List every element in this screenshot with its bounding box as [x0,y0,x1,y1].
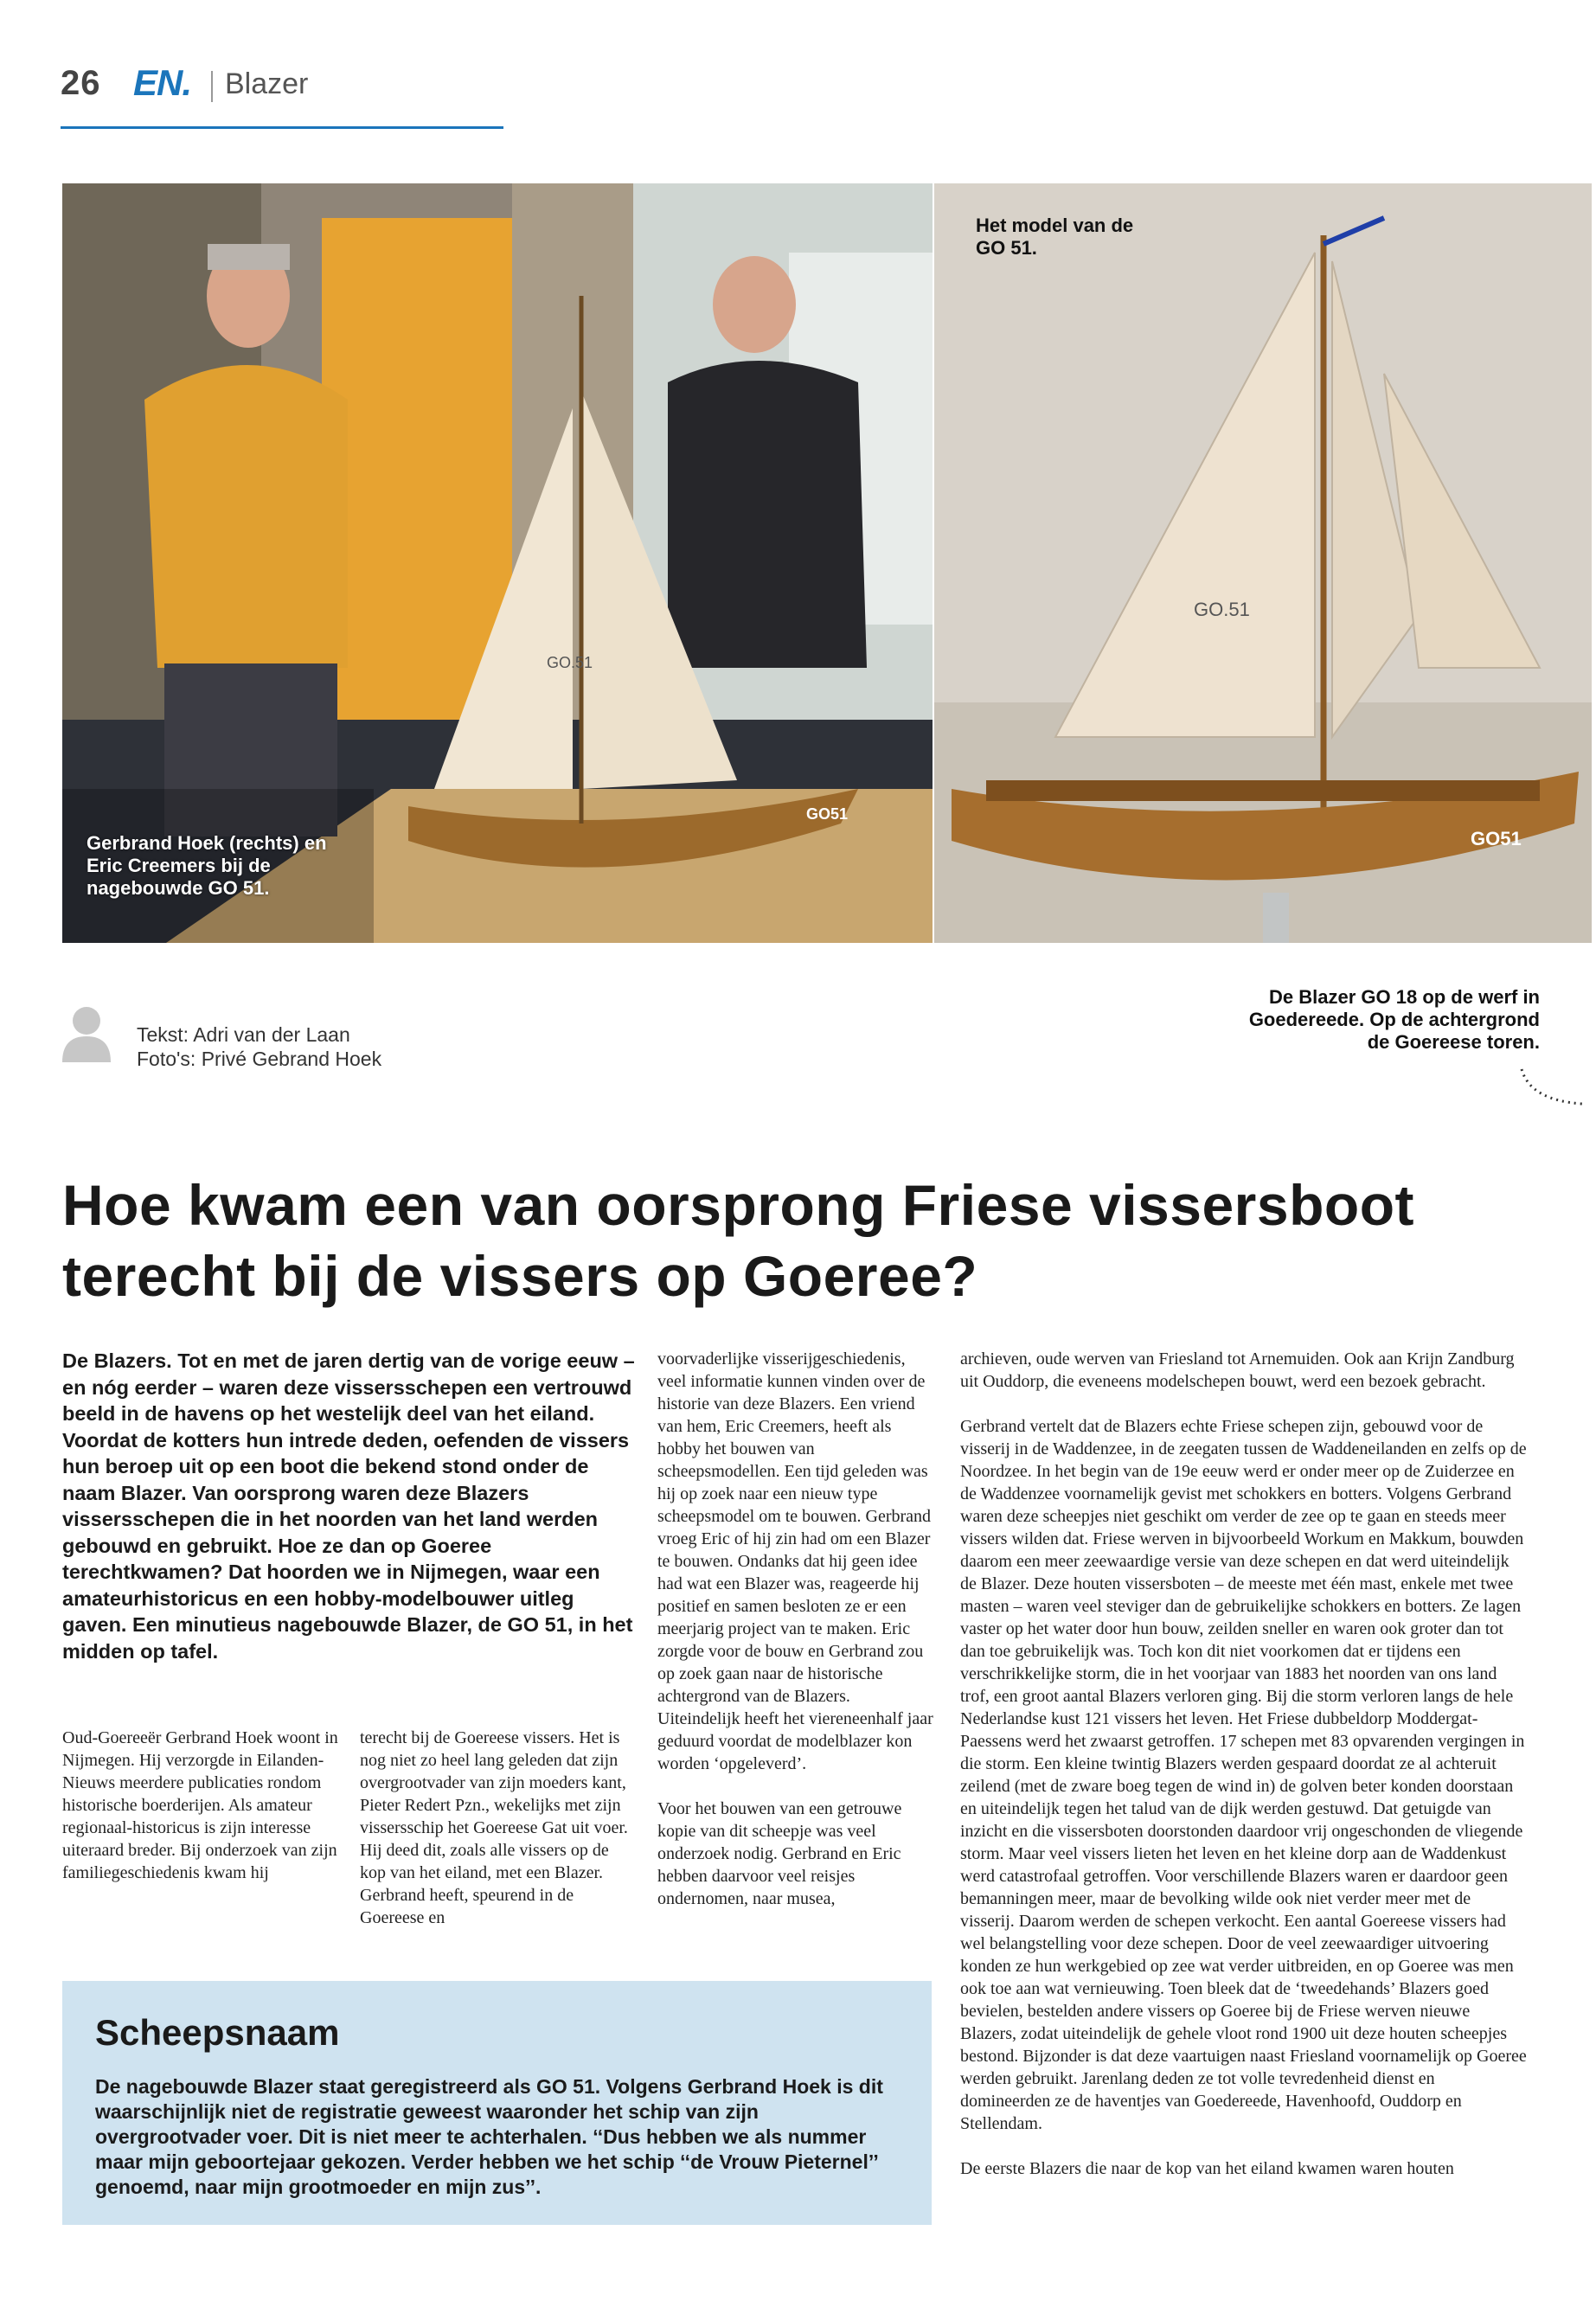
secondary-photo-caption: De Blazer GO 18 op de werf in Goedereede. Op de achtergrond de Goereese toren. [1248,986,1540,1053]
hull-label-right: GO51 [1471,828,1522,849]
body-paragraph: Gerbrand vertelt dat de Blazers echte Friese schepen zijn, gebouwd voor de visserij in de Waddenzee, in de zeegaten tussen de Waddeneilanden en zelfs op de Noordzee. In het begin van de 19e eeuw werd er onder meer op de Zuiderzee en de Waddenzee voornamelijk gevist met schokkers en botters. Volgens Gerbrand waren deze scheepjes niet geschikt om verder de zee op te gaan en steeds meer vissers wilden dat. Friese werven in bijvoorbeeld Workum en Makkum, bouwden daarom een meer zeewaardige versie van deze schepen en dat werd uiteindelijk de Blazer. Deze houten vissersboten – de meeste met één mast, enkele met twee masten – waren veel steviger dan de gebruikelijke schokkers en botters. Ze lagen vaster op het water door hun bouw, zeilden sneller en waren ook groter dan tot dan toe gebruikelijk was. Toch kon dit niet voorkomen dat er tijdens een verschrikkelijke storm, die in het voorjaar van 1883 het noorden van ons land trof, een groot aantal Blazers verloren ging. Bij die storm verloren langs de hele Nederlandse kust 121 vissers het leven. Het Friese dubbeldorp Moddergat-Paessens werd het zwaarst getroffen. 17 schepen met 83 opvarenden vergingen in die storm. Een kleine twintig Blazers werden gespaard doordat ze al achteruit zeilend (met de zware boeg tegen de wind in) de golven beter konden doorstaan en uiteindelijk tegen het talud van de dijk werden gestuwd. Dat getuigde van inzicht en die vissersboten doorstonden daardoor vrij ongeschonden de vliegende storm. Maar veel vissers lieten het leven en het kleine dorp aan de Waddenkust werd catastrofaal getroffen. Voor verschillende Blazers waren er daardoor geen bemanningen meer, maar de bevolking wilde ook niet verder meer met de visserij. Daarom werden de schepen verkocht. Een aantal Goereese vissers had wel belangstelling voor deze schepen. Door de veel zeewaardiger uitvoering konden ze hun werkgebied op zee wat verder uitbreiden, en op Goeree was men ook toe aan wat vernieuwing. Toen bleek dat de ‘tweedehands’ Blazers goed bevielen, bestelden andere vissers op Goeree bij de Friese werven nieuwe Blazers, zodat uiteindelijk de gehele vloot rond 1900 uit deze houten scheepjes bestond. Bijzonder is dat deze vaartuigen naast Friesland voornamelijk op Goeree werden gebruikt. Jarenlang deden ze tot volle tevredenheid dienst en domineerden ze de haventjes van Goedereede, Havenhoofd, Ouddorp en Stellendam. [960,1417,1527,2133]
byline-text-credit: Tekst: Adri van der Laan [137,1023,350,1046]
page-number: 26 [61,64,101,102]
body-column-4 [960,1348,1527,2202]
byline-photo-credit: Foto's: Privé Gebrand Hoek [137,1048,382,1070]
body-column-2 [360,1727,637,1952]
article-intro: De Blazers. Tot en met de jaren dertig van de vorige eeuw – en nóg eerder – waren deze vissersschepen een vertrouwd beeld in de havens op het westelijk deel van het eiland. Voordat de kotters hun intrede deden, oefenden de vissers hun beroep uit op een boot die bekend stond onder de naam Blazer. Van oorsprong waren deze Blazers vissersschepen die in het noorden van het land werden gebouwd en gebruikt. Hoe ze dan op Goeree terechtkwamen? Dat hoorden we in Nijmegen, waar een amateurhistoricus en een hobby-modelbouwer uitleg gaven. Een minutieus nagebouwde Blazer, de GO 51, in het midden op tafel. [62,1349,635,1663]
body-paragraph: voorvaderlijke visserijgeschiedenis, veel informatie kunnen vinden over de historie van deze Blazers. Een vriend van hem, Eric Creemers, heeft als hobby het bouwen van scheepsmodellen. Een tijd geleden was hij op zoek naar een nieuw type scheepsmodel om te bouwen. Gerbrand vroeg Eric of hij zin had om een Blazer te bouwen. Ondanks dat hij geen idee had wat een Blazer was, reageerde hij positief en samen besloten ze er een meerjarig project van te maken. Eric zorgde voor de bouw en Gerbrand zou op zoek gaan naar de historische achtergrond van de Blazers. Uiteindelijk heeft het viereneenhalf jaar geduurd voordat de modelblazer kon worden ‘opgeleverd’. [657,1349,933,1773]
photo-left [62,183,933,943]
body-paragraph: archieven, oude werven van Friesland tot Arnemuiden. Ook aan Krijn Zandburg uit Ouddorp, die eveneens modelschepen bouwt, werd een bezoek gebracht. [960,1349,1515,1391]
article-headline: Hoe kwam een van oorsprong Friese vissersboot terecht bij de vissers op Goeree? [62,1173,1414,1308]
sidebar-title: Scheepsnaam [95,2012,340,2053]
sidebar-box [62,1981,932,2225]
body-column-1 [62,1727,348,1907]
section-label: Blazer [225,67,309,100]
sidebar-text: De nagebouwde Blazer staat geregistreerd als GO 51. Volgens Gerbrand Hoek is dit waarschijnlijk niet de registratie geweest waaronder het schip van zijn overgrootvader voer. Dit is niet meer te achterhalen. ‘‘Dus hebben we als nummer maar mijn geboortejaar gekozen. Verder hebben we het schip ‘‘de Vrouw Pieternel’’ genoemd, naar mijn grootmoeder en mijn zus’’. [95,2075,883,2198]
body-column-3 [657,1348,934,1932]
photo-right-caption: Het model van de GO 51. [976,215,1134,259]
photo-right [934,183,1592,943]
author-avatar-icon [62,1005,111,1062]
body-paragraph: terecht bij de Goereese vissers. Het is nog niet zo heel lang geleden dat zijn overgrootvader van zijn moeders kant, Pieter Redert Pzn., wekelijks met zijn vissersschip het Goereese Gat uit voer. Hij deed dit, zoals alle vissers op de kop van het eiland, met een Blazer. Gerbrand heeft, speurend in de Goereese en [360,1728,628,1927]
header-rule [61,126,503,129]
caption-pointer [1518,1066,1587,1122]
photo-left-caption: Gerbrand Hoek (rechts) en Eric Creemers bij de nagebouwde GO 51. [87,832,327,899]
sail-label-right: GO.51 [1194,599,1250,620]
hull-label-left: GO51 [806,805,849,823]
brand-logo: EN. [133,62,192,103]
body-paragraph: Voor het bouwen van een getrouwe kopie van dit scheepje was veel onderzoek nodig. Gerbrand en Eric hebben daarvoor veel reisjes ondernomen, naar musea, [657,1799,902,1908]
body-paragraph: Oud-Goereeër Gerbrand Hoek woont in Nijmegen. Hij verzorgde in Eilanden-Nieuws meerdere publicaties rondom historische boerderijen. Als amateur regionaal-historicus is zijn interesse uiteraard breder. Bij onderzoek van zijn familiegeschiedenis kwam hij [62,1728,338,1882]
header-separator [211,71,213,102]
sail-label-left: GO.51 [547,654,593,671]
body-paragraph: De eerste Blazers die naar de kop van het eiland kwamen waren houten [960,2159,1454,2178]
byline [137,1022,381,1071]
